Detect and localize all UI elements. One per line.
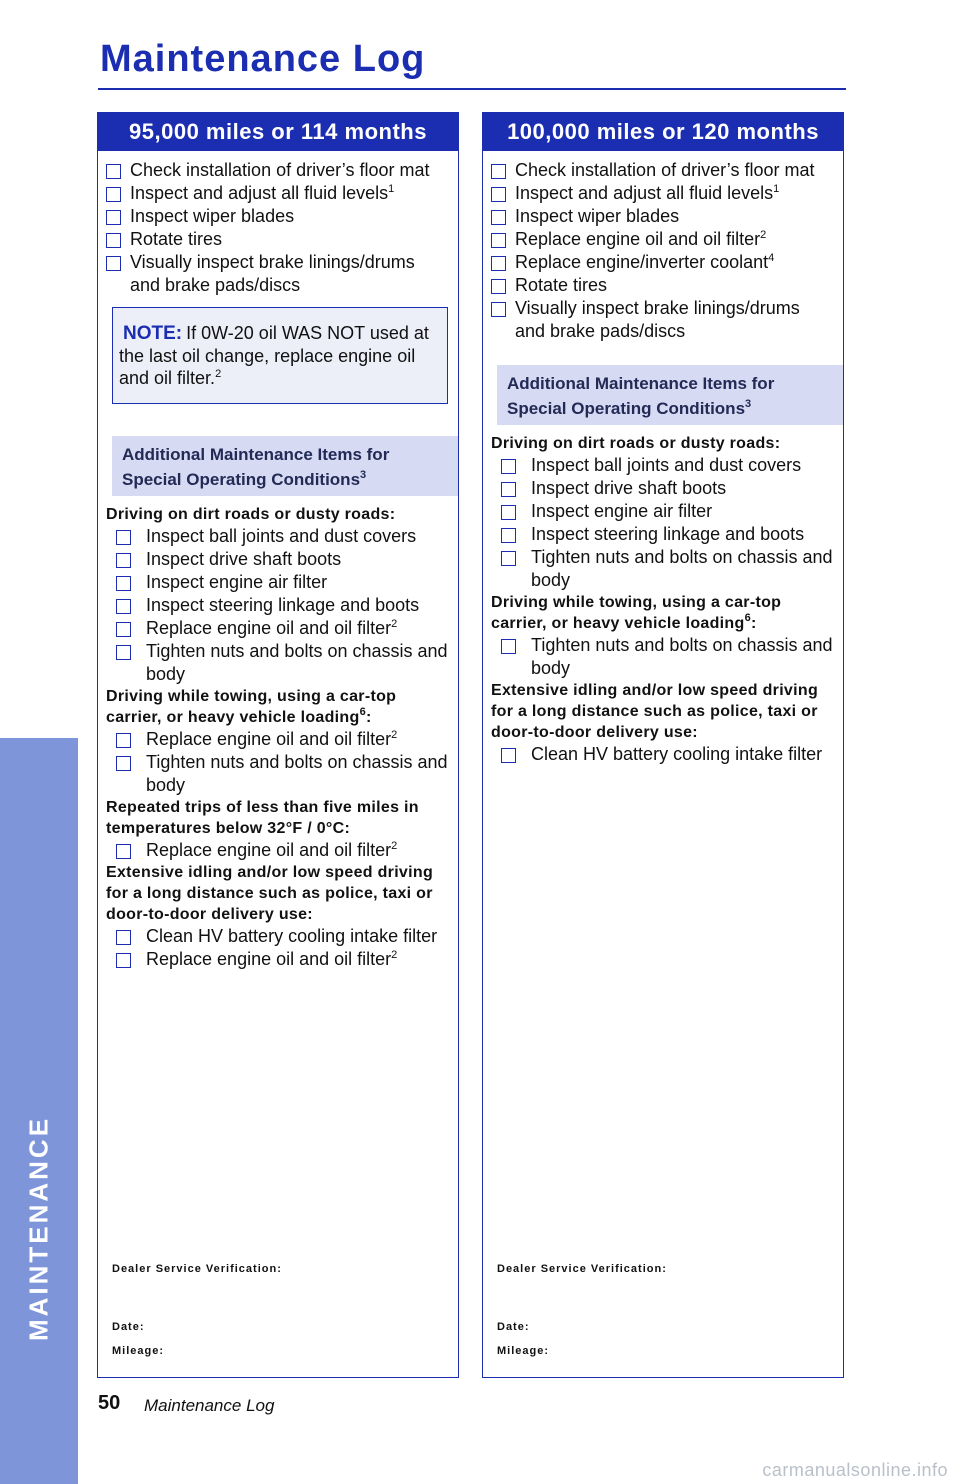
mileage-text: Mileage: xyxy=(112,1345,165,1357)
checklist-item xyxy=(491,477,833,500)
footnote-ref: 4 xyxy=(768,252,775,264)
item-label: Inspect and adjust all fluid levels xyxy=(515,183,774,203)
checklist-item-text xyxy=(515,228,833,251)
item-label: Replace engine oil and oil filter xyxy=(146,840,392,860)
checklist-item xyxy=(106,640,448,686)
item-label: Tighten nuts and bolts on chassis and body xyxy=(531,547,833,590)
checklist-item xyxy=(491,743,833,766)
checklist-item-text xyxy=(531,500,833,523)
checkbox[interactable] xyxy=(491,279,506,294)
item-label: Rotate tires xyxy=(130,229,223,249)
checklist-item xyxy=(491,205,833,228)
checklist-item xyxy=(106,251,448,297)
item-label: Replace engine oil and oil filter xyxy=(146,949,392,969)
checklist-item-text xyxy=(515,159,833,182)
checkbox[interactable] xyxy=(116,599,131,614)
checkbox[interactable] xyxy=(116,733,131,748)
column-header: 100,000 miles or 120 months xyxy=(483,113,843,151)
item-label: Check installation of driver’s floor mat xyxy=(130,160,430,180)
checklist-item xyxy=(106,525,448,548)
checklist-item xyxy=(491,454,833,477)
checklist-item-text xyxy=(515,251,833,274)
footnote-ref: 1 xyxy=(388,183,395,195)
condition-title-text: Driving on dirt roads or dusty roads: xyxy=(106,506,396,523)
checklist xyxy=(491,159,833,343)
checkbox[interactable] xyxy=(116,930,131,945)
checkbox[interactable] xyxy=(116,756,131,771)
checklist-item-text xyxy=(531,454,833,477)
checkbox[interactable] xyxy=(106,233,121,248)
checklist-item xyxy=(106,571,448,594)
checkbox[interactable] xyxy=(501,482,516,497)
mileage-label xyxy=(112,1345,164,1357)
checklist-item-text xyxy=(130,251,448,297)
checklist-item-text xyxy=(130,228,448,251)
checklist-item-text xyxy=(146,594,448,617)
condition-title-text: Repeated trips of less than five miles in temperatures below 32°F / 0°C: xyxy=(106,799,419,837)
log-column-95000 xyxy=(97,112,459,1378)
checklist-item-text xyxy=(515,182,833,205)
condition-title-text: Extensive idling and/or low speed driving for a long distance such as police, taxi or door-to-door delivery use: xyxy=(491,682,819,741)
condition-group xyxy=(491,680,833,766)
item-label: Replace engine/inverter coolant xyxy=(515,252,769,272)
checkbox[interactable] xyxy=(491,164,506,179)
condition-title xyxy=(106,797,448,839)
checklist-item-text xyxy=(515,205,833,228)
column-body xyxy=(483,151,843,766)
checklist-item xyxy=(106,228,448,251)
checklist-item xyxy=(491,228,833,251)
checklist-item-text xyxy=(146,839,448,862)
item-label: Inspect steering linkage and boots xyxy=(146,595,420,615)
checklist-item xyxy=(106,182,448,205)
footnote-ref: 2 xyxy=(391,618,398,630)
checklist-item xyxy=(106,594,448,617)
item-label: Replace engine oil and oil filter xyxy=(515,229,761,249)
page-title: Maintenance Log xyxy=(100,38,426,80)
item-label: Inspect engine air filter xyxy=(146,572,328,592)
log-column-100000 xyxy=(482,112,844,1378)
checklist-item-text xyxy=(146,925,448,948)
column-header: 95,000 miles or 114 months xyxy=(98,113,458,151)
item-label: Inspect drive shaft boots xyxy=(146,549,342,569)
condition-group xyxy=(106,797,448,862)
item-label: Inspect steering linkage and boots xyxy=(531,524,805,544)
checkbox[interactable] xyxy=(116,553,131,568)
side-tab-label: MAINTENANCE xyxy=(23,1115,54,1342)
title-divider xyxy=(98,88,846,90)
checklist-item xyxy=(106,617,448,640)
checkbox[interactable] xyxy=(491,187,506,202)
checkbox[interactable] xyxy=(116,844,131,859)
dealer-verification-label xyxy=(112,1263,282,1275)
checklist-item-text xyxy=(130,182,448,205)
item-label: Inspect ball joints and dust covers xyxy=(531,455,802,475)
condition-group xyxy=(106,862,448,971)
condition-group xyxy=(106,686,448,797)
special-conditions xyxy=(106,504,448,971)
footnote-ref: 2 xyxy=(760,229,767,241)
checklist-item xyxy=(491,500,833,523)
checkbox[interactable] xyxy=(106,256,121,271)
condition-title-text: Driving while towing, using a car-top carrier, or heavy vehicle loading xyxy=(491,594,782,632)
item-label: Inspect and adjust all fluid levels xyxy=(130,183,389,203)
condition-group xyxy=(106,504,448,686)
item-label: Replace engine oil and oil filter xyxy=(146,618,392,638)
checklist-item-text xyxy=(130,159,448,182)
date-text: Date: xyxy=(497,1321,530,1333)
checklist-item xyxy=(106,751,448,797)
additional-items-heading xyxy=(497,365,843,425)
checkbox[interactable] xyxy=(501,551,516,566)
checkbox[interactable] xyxy=(501,505,516,520)
checkbox[interactable] xyxy=(501,639,516,654)
checkbox[interactable] xyxy=(116,953,131,968)
condition-title: Driving while towing, using a car-top carrier, or heavy vehicle loading$^6$: xyxy=(106,688,397,726)
footnote-ref: 2 xyxy=(391,729,398,741)
item-label: Tighten nuts and bolts on chassis and body xyxy=(531,635,833,678)
footnote-ref: 3 xyxy=(360,469,367,481)
checkbox[interactable] xyxy=(501,748,516,763)
footer-section-label: Maintenance Log xyxy=(144,1396,275,1415)
checkbox[interactable] xyxy=(491,302,506,317)
condition-title: Driving while towing, using a car-top carrier, or heavy vehicle loading$^6$: xyxy=(491,594,782,632)
checklist-item xyxy=(106,205,448,228)
footnote-ref: 3 xyxy=(745,398,752,410)
checklist-item-text xyxy=(146,751,448,797)
checkbox[interactable] xyxy=(491,210,506,225)
checkbox[interactable] xyxy=(116,576,131,591)
item-label: Inspect ball joints and dust covers xyxy=(146,526,417,546)
checkbox[interactable] xyxy=(491,256,506,271)
condition-title xyxy=(491,433,833,454)
mileage-text: Mileage: xyxy=(497,1345,550,1357)
checklist-item-text xyxy=(146,617,448,640)
item-label: Rotate tires xyxy=(515,275,608,295)
additional-items-heading xyxy=(112,436,458,496)
condition-title-text: Extensive idling and/or low speed driving for a long distance such as police, taxi or door-to-door delivery use: xyxy=(106,864,434,923)
item-label: Inspect engine air filter xyxy=(531,501,713,521)
checklist-item xyxy=(106,925,448,948)
additional-items-title: Additional Maintenance Items for Special Operating Conditions xyxy=(122,445,390,489)
checklist-item xyxy=(106,548,448,571)
date-label xyxy=(112,1321,145,1333)
checkbox[interactable] xyxy=(491,233,506,248)
condition-title-text: Driving on dirt roads or dusty roads: xyxy=(491,435,781,452)
checkbox[interactable] xyxy=(501,528,516,543)
column-body xyxy=(98,151,458,971)
footnote-ref: 2 xyxy=(215,368,222,380)
checklist-item-text xyxy=(146,548,448,571)
dealer-verification-text: Dealer Service Verification: xyxy=(497,1263,667,1275)
checklist-item xyxy=(491,546,833,592)
checkbox[interactable] xyxy=(106,187,121,202)
checklist xyxy=(106,159,448,297)
dealer-verification-label xyxy=(497,1263,667,1275)
checklist-item xyxy=(491,182,833,205)
item-label: Replace engine oil and oil filter xyxy=(146,729,392,749)
footnote-ref: 1 xyxy=(773,183,780,195)
condition-title-text: Driving while towing, using a car-top carrier, or heavy vehicle loading xyxy=(106,688,397,726)
checklist-item xyxy=(491,274,833,297)
checkbox[interactable] xyxy=(106,210,121,225)
additional-items-title: Additional Maintenance Items for Special Operating Conditions xyxy=(507,374,775,418)
side-tab xyxy=(0,738,78,1484)
checklist-item xyxy=(106,948,448,971)
footnote-ref: 6 xyxy=(744,612,751,624)
item-label: Visually inspect brake linings/drums and brake pads/discs xyxy=(515,298,800,341)
checklist-item-text xyxy=(515,297,833,343)
checklist-item-text xyxy=(146,525,448,548)
dealer-verification-text: Dealer Service Verification: xyxy=(112,1263,282,1275)
note-box xyxy=(112,307,448,404)
checklist-item-text xyxy=(531,523,833,546)
checkbox[interactable] xyxy=(116,530,131,545)
condition-title xyxy=(106,504,448,525)
condition-title xyxy=(106,862,448,925)
item-label: Tighten nuts and bolts on chassis and body xyxy=(146,752,448,795)
item-label: Inspect wiper blades xyxy=(515,206,680,226)
checklist-item-text xyxy=(146,640,448,686)
checklist-item xyxy=(106,728,448,751)
condition-group xyxy=(491,433,833,592)
checklist-item-text xyxy=(146,948,448,971)
checklist-item-text xyxy=(531,546,833,592)
checkbox[interactable] xyxy=(106,164,121,179)
checklist-item-text xyxy=(531,477,833,500)
item-label: Clean HV battery cooling intake filter xyxy=(531,744,823,764)
checklist-item xyxy=(491,634,833,680)
item-label: Check installation of driver’s floor mat xyxy=(515,160,815,180)
checklist-item xyxy=(491,251,833,274)
checklist-item xyxy=(491,297,833,343)
note-label: NOTE: xyxy=(123,323,183,344)
item-label: Inspect wiper blades xyxy=(130,206,295,226)
watermark: carmanualsonline.info xyxy=(762,1460,948,1480)
checklist-item-text xyxy=(531,634,833,680)
checklist-item xyxy=(491,159,833,182)
footnote-ref: 2 xyxy=(391,840,398,852)
checklist-item-text xyxy=(146,728,448,751)
condition-title xyxy=(491,680,833,743)
checklist-item xyxy=(106,159,448,182)
note-text: If 0W-20 oil WAS NOT used at the last oil change, replace engine oil and oil filter. xyxy=(119,323,429,388)
date-text: Date: xyxy=(112,1321,145,1333)
item-label: Clean HV battery cooling intake filter xyxy=(146,926,438,946)
checkbox[interactable] xyxy=(116,645,131,660)
checklist-item xyxy=(106,839,448,862)
item-label: Inspect drive shaft boots xyxy=(531,478,727,498)
checklist-item-text xyxy=(515,274,833,297)
date-label xyxy=(497,1321,530,1333)
checklist-item-text xyxy=(130,205,448,228)
checklist-item-text xyxy=(146,571,448,594)
checklist-item-text xyxy=(531,743,833,766)
footnote-ref: 6 xyxy=(359,706,366,718)
checkbox[interactable] xyxy=(116,622,131,637)
checkbox[interactable] xyxy=(501,459,516,474)
footnote-ref: 2 xyxy=(391,949,398,961)
special-conditions xyxy=(491,433,833,766)
mileage-label xyxy=(497,1345,549,1357)
item-label: Visually inspect brake linings/drums and brake pads/discs xyxy=(130,252,415,295)
page-number: 50 xyxy=(98,1392,121,1414)
item-label: Tighten nuts and bolts on chassis and body xyxy=(146,641,448,684)
condition-group xyxy=(491,592,833,680)
checklist-item xyxy=(491,523,833,546)
